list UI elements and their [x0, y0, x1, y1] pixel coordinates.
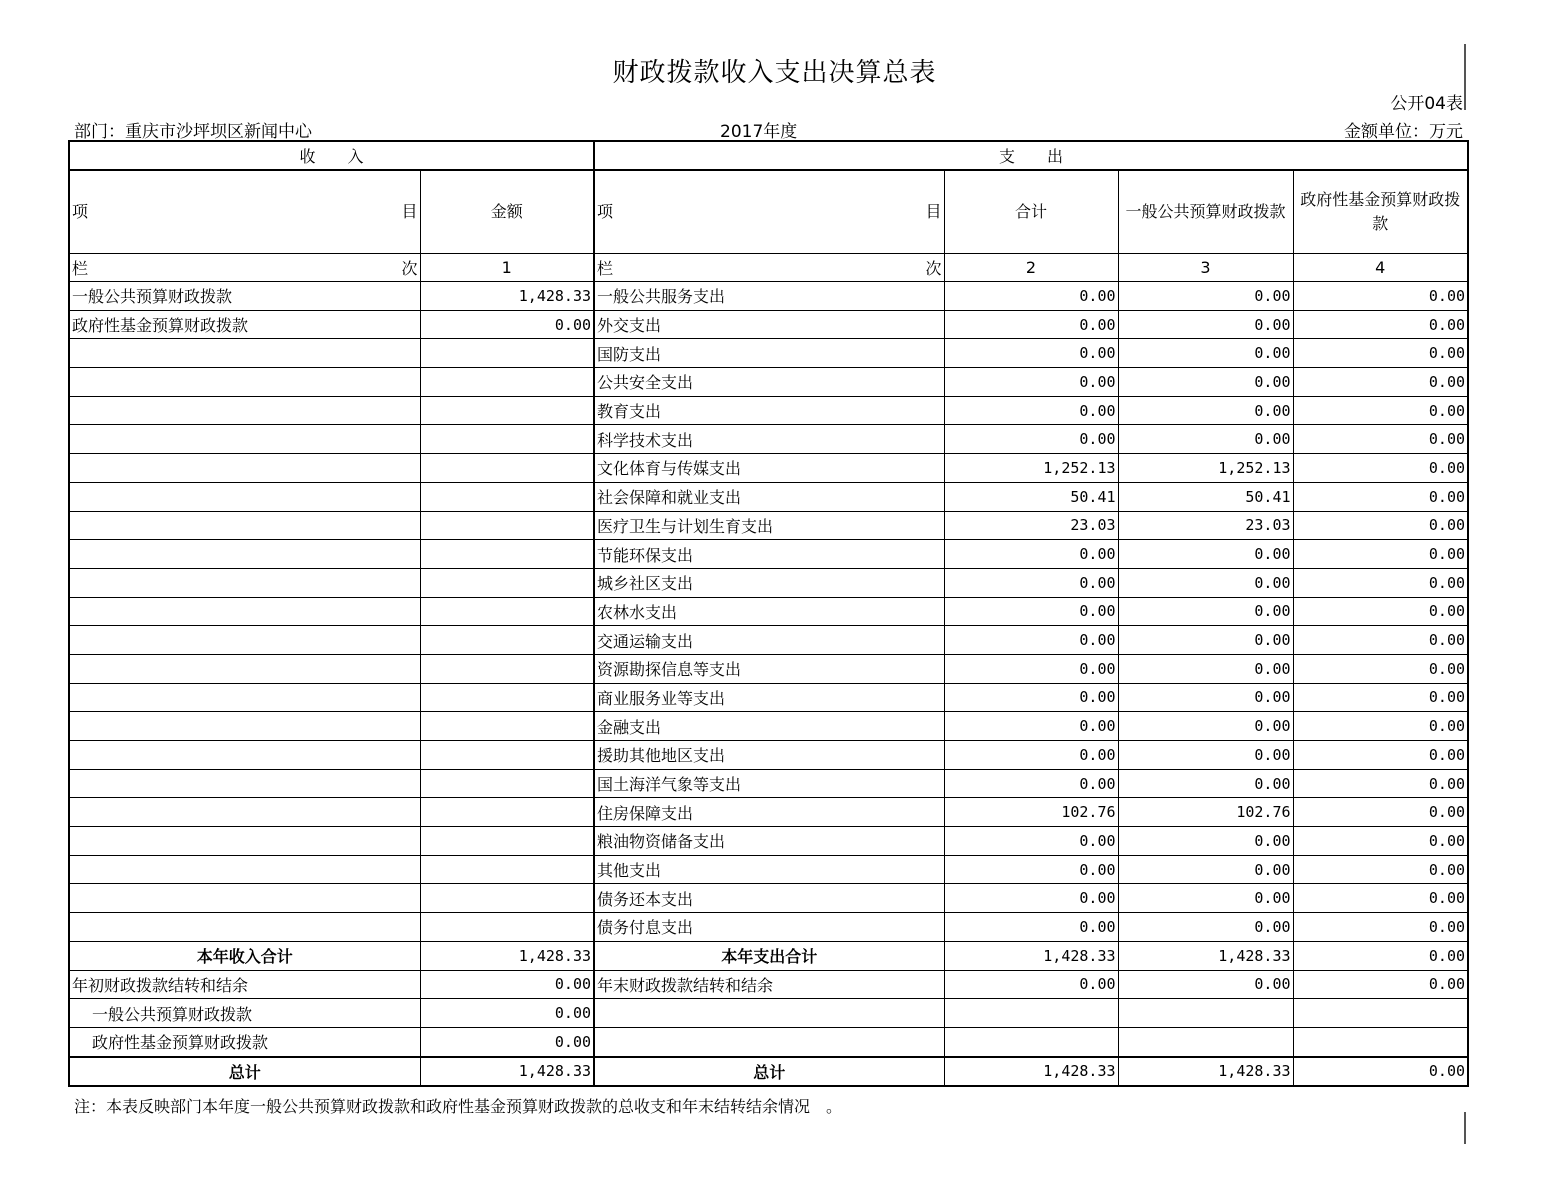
- table-row: [69, 654, 1468, 683]
- expense-item: 援助其他地区支出: [594, 741, 944, 770]
- gov-fund-value: 0.00: [1293, 769, 1468, 798]
- empty-cell: [1293, 1027, 1468, 1056]
- expense-item: 一般公共服务支出: [594, 282, 944, 311]
- item-header-left: 项: [597, 202, 614, 221]
- expense-item: 国土海洋气象等支出: [594, 769, 944, 798]
- general-budget-value: 23.03: [1118, 511, 1293, 540]
- expense-total-value: 1,252.13: [944, 454, 1118, 483]
- expense-item: 国防支出: [594, 339, 944, 368]
- empty-cell: [1118, 999, 1293, 1028]
- income-amount: [420, 884, 594, 913]
- expense-total-value: 0.00: [944, 368, 1118, 397]
- expense-total-value: 23.03: [944, 511, 1118, 540]
- income-item: [69, 540, 420, 569]
- general-budget-value: 0.00: [1118, 396, 1293, 425]
- expense-total-c4: 0.00: [1293, 941, 1468, 970]
- expense-total-value: 0.00: [944, 540, 1118, 569]
- expense-total-value: 0.00: [944, 827, 1118, 856]
- income-item: [69, 425, 420, 454]
- empty-cell: [1293, 999, 1468, 1028]
- income-amount: 1,428.33: [420, 282, 594, 311]
- gov-fund-value: 0.00: [1293, 454, 1468, 483]
- gov-fund-value: 0.00: [1293, 827, 1468, 856]
- carry-begin-label: 年初财政拨款结转和结余: [69, 970, 420, 999]
- expense-total-value: 0.00: [944, 913, 1118, 942]
- carry-sub2-value: 0.00: [420, 1027, 594, 1056]
- grand-total-c3: 1,428.33: [1118, 1057, 1293, 1087]
- expense-item: 交通运输支出: [594, 626, 944, 655]
- gov-fund-value: 0.00: [1293, 626, 1468, 655]
- fiscal-year: 2017年度: [720, 122, 798, 142]
- table-row: [69, 425, 1468, 454]
- empty-cell: [1118, 1027, 1293, 1056]
- table-row: [69, 683, 1468, 712]
- expense-total-value: 0.00: [944, 339, 1118, 368]
- grand-total-c2: 1,428.33: [944, 1057, 1118, 1087]
- col-number-2: 2: [944, 254, 1118, 282]
- gov-fund-value: 0.00: [1293, 568, 1468, 597]
- table-row: [69, 511, 1468, 540]
- income-total-value: 1,428.33: [420, 941, 594, 970]
- empty-cell: [594, 1027, 944, 1056]
- margin-line: [1464, 1112, 1466, 1144]
- income-item: [69, 597, 420, 626]
- income-amount: [420, 855, 594, 884]
- income-amount: [420, 597, 594, 626]
- income-item: [69, 339, 420, 368]
- table-row: [69, 741, 1468, 770]
- income-amount: [420, 769, 594, 798]
- general-budget-value: 0.00: [1118, 769, 1293, 798]
- general-budget-value: 0.00: [1118, 712, 1293, 741]
- income-item: [69, 683, 420, 712]
- budget-table: [68, 140, 1469, 1087]
- income-amount: [420, 396, 594, 425]
- gov-fund-value: 0.00: [1293, 482, 1468, 511]
- carry-begin-value: 0.00: [420, 970, 594, 999]
- col-label-expense: [594, 254, 944, 282]
- gov-fund-value: 0.00: [1293, 855, 1468, 884]
- income-item: [69, 798, 420, 827]
- income-item: [69, 454, 420, 483]
- expense-item: 城乡社区支出: [594, 568, 944, 597]
- table-row: [69, 310, 1468, 339]
- empty-cell: [944, 999, 1118, 1028]
- gov-fund-value: 0.00: [1293, 913, 1468, 942]
- income-item: [69, 482, 420, 511]
- table-row: [69, 597, 1468, 626]
- carry-sub2-label: 政府性基金预算财政拨款: [69, 1027, 420, 1056]
- expense-item: 粮油物资储备支出: [594, 827, 944, 856]
- table-row: [69, 339, 1468, 368]
- expense-item: 科学技术支出: [594, 425, 944, 454]
- gov-fund-value: 0.00: [1293, 310, 1468, 339]
- income-item: [69, 712, 420, 741]
- general-budget-value: 0.00: [1118, 368, 1293, 397]
- income-item: [69, 654, 420, 683]
- table-row: [69, 913, 1468, 942]
- table-row: [69, 712, 1468, 741]
- income-total-label: 本年收入合计: [69, 941, 420, 970]
- income-item: [69, 741, 420, 770]
- expense-total-value: 0.00: [944, 425, 1118, 454]
- general-budget-value: 0.00: [1118, 597, 1293, 626]
- table-row: [69, 482, 1468, 511]
- general-budget-value: 102.76: [1118, 798, 1293, 827]
- income-item: [69, 884, 420, 913]
- expense-total-label: 本年支出合计: [594, 941, 944, 970]
- income-amount: [420, 568, 594, 597]
- expense-total-value: 0.00: [944, 597, 1118, 626]
- income-amount: [420, 454, 594, 483]
- expense-item: 教育支出: [594, 396, 944, 425]
- carry-sub1-value: 0.00: [420, 999, 594, 1028]
- expense-total-value: 0.00: [944, 769, 1118, 798]
- income-amount: [420, 741, 594, 770]
- gov-fund-value: 0.00: [1293, 798, 1468, 827]
- expense-item: 其他支出: [594, 855, 944, 884]
- general-budget-value: 50.41: [1118, 482, 1293, 511]
- department-label: 部门：重庆市沙坪坝区新闻中心: [74, 122, 312, 142]
- gov-fund-value: 0.00: [1293, 654, 1468, 683]
- general-budget-value: 0.00: [1118, 855, 1293, 884]
- income-amount: 0.00: [420, 310, 594, 339]
- margin-line: [1464, 44, 1466, 110]
- grand-total-c4: 0.00: [1293, 1057, 1468, 1087]
- table-row: [69, 798, 1468, 827]
- grand-total-income-label: 总计: [69, 1057, 420, 1087]
- expense-item: 医疗卫生与计划生育支出: [594, 511, 944, 540]
- expense-total-value: 0.00: [944, 654, 1118, 683]
- col-number-1: 1: [420, 254, 594, 282]
- general-budget-value: 0.00: [1118, 741, 1293, 770]
- gov-fund-value: 0.00: [1293, 712, 1468, 741]
- expense-header: 支 出: [594, 141, 1468, 170]
- gov-fund-value: 0.00: [1293, 741, 1468, 770]
- expense-item: 商业服务业等支出: [594, 683, 944, 712]
- expense-item: 债务付息支出: [594, 913, 944, 942]
- expense-total-value: 0.00: [944, 282, 1118, 311]
- income-amount: [420, 368, 594, 397]
- col-number-3: 3: [1118, 254, 1293, 282]
- gov-fund-value: 0.00: [1293, 540, 1468, 569]
- expense-total-value: 0.00: [944, 626, 1118, 655]
- table-row: [69, 540, 1468, 569]
- item-header-right: 目: [925, 202, 942, 221]
- expense-total-header: 合计: [944, 170, 1118, 254]
- table-row: [69, 568, 1468, 597]
- income-amount: [420, 339, 594, 368]
- carry-sub1-label: 一般公共预算财政拨款: [69, 999, 420, 1028]
- expense-total-value: 102.76: [944, 798, 1118, 827]
- item-header-right: 目: [401, 202, 418, 221]
- general-budget-value: 0.00: [1118, 913, 1293, 942]
- income-item: [69, 769, 420, 798]
- empty-cell: [944, 1027, 1118, 1056]
- expense-item: 外交支出: [594, 310, 944, 339]
- table-row: [69, 827, 1468, 856]
- table-row: [69, 454, 1468, 483]
- income-amount: [420, 683, 594, 712]
- income-item: 一般公共预算财政拨款: [69, 282, 420, 311]
- gov-fund-value: 0.00: [1293, 282, 1468, 311]
- grand-total-expense-label: 总计: [594, 1057, 944, 1087]
- income-header: 收 入: [69, 141, 594, 170]
- table-row: [69, 368, 1468, 397]
- col-label-right: 次: [925, 259, 942, 278]
- item-header-left: 项: [72, 202, 89, 221]
- expense-total-value: 0.00: [944, 712, 1118, 741]
- general-budget-value: 0.00: [1118, 310, 1293, 339]
- grand-total-income-value: 1,428.33: [420, 1057, 594, 1087]
- expense-total-value: 0.00: [944, 396, 1118, 425]
- footnote: 注：本表反映部门本年度一般公共预算财政拨款和政府性基金预算财政拨款的总收支和年末结转结余情况 。: [74, 1097, 843, 1116]
- table-row: [69, 282, 1468, 311]
- income-item: [69, 511, 420, 540]
- general-budget-value: 0.00: [1118, 683, 1293, 712]
- income-amount: [420, 425, 594, 454]
- gov-fund-value: 0.00: [1293, 368, 1468, 397]
- expense-total-value: 0.00: [944, 568, 1118, 597]
- carry-end-label: 年末财政拨款结转和结余: [594, 970, 944, 999]
- gov-fund-value: 0.00: [1293, 683, 1468, 712]
- income-amount: [420, 827, 594, 856]
- expense-item: 节能环保支出: [594, 540, 944, 569]
- general-budget-value: 0.00: [1118, 654, 1293, 683]
- general-budget-value: 0.00: [1118, 425, 1293, 454]
- expense-total-value: 0.00: [944, 884, 1118, 913]
- gov-fund-value: 0.00: [1293, 425, 1468, 454]
- general-budget-value: 0.00: [1118, 827, 1293, 856]
- table-row: [69, 626, 1468, 655]
- general-budget-value: 0.00: [1118, 884, 1293, 913]
- income-amount: [420, 540, 594, 569]
- amount-unit: 金额单位：万元: [1344, 122, 1463, 142]
- expense-total-c2: 1,428.33: [944, 941, 1118, 970]
- income-amount-header: 金额: [420, 170, 594, 254]
- empty-cell: [594, 999, 944, 1028]
- expense-total-value: 50.41: [944, 482, 1118, 511]
- general-budget-value: 0.00: [1118, 282, 1293, 311]
- expense-total-c3: 1,428.33: [1118, 941, 1293, 970]
- gov-fund-value: 0.00: [1293, 511, 1468, 540]
- income-item: [69, 568, 420, 597]
- col-label-left: 栏: [597, 259, 614, 278]
- general-budget-value: 0.00: [1118, 568, 1293, 597]
- expense-item: 农林水支出: [594, 597, 944, 626]
- col-label-left: 栏: [72, 259, 89, 278]
- gov-fund-value: 0.00: [1293, 396, 1468, 425]
- income-amount: [420, 482, 594, 511]
- gov-fund-value: 0.00: [1293, 884, 1468, 913]
- col-label-right: 次: [401, 259, 418, 278]
- income-item: [69, 368, 420, 397]
- expense-item: 资源勘探信息等支出: [594, 654, 944, 683]
- form-number: 公开04表: [1390, 94, 1463, 114]
- gov-fund-value: 0.00: [1293, 339, 1468, 368]
- income-item-header: [69, 170, 420, 254]
- col-label-income: [69, 254, 420, 282]
- page-title: 财政拨款收入支出决算总表: [612, 58, 937, 88]
- general-budget-header: 一般公共预算财政拨款: [1118, 170, 1293, 254]
- expense-item-header: [594, 170, 944, 254]
- expense-item: 公共安全支出: [594, 368, 944, 397]
- carry-end-c4: 0.00: [1293, 970, 1468, 999]
- general-budget-value: 0.00: [1118, 540, 1293, 569]
- general-budget-value: 0.00: [1118, 626, 1293, 655]
- income-item: 政府性基金预算财政拨款: [69, 310, 420, 339]
- expense-item: 债务还本支出: [594, 884, 944, 913]
- table-row: [69, 884, 1468, 913]
- gov-fund-header: 政府性基金预算财政拨款: [1293, 170, 1468, 254]
- expense-total-value: 0.00: [944, 855, 1118, 884]
- carry-end-c2: 0.00: [944, 970, 1118, 999]
- table-row: [69, 769, 1468, 798]
- expense-item: 社会保障和就业支出: [594, 482, 944, 511]
- table-row: [69, 396, 1468, 425]
- income-amount: [420, 654, 594, 683]
- expense-total-value: 0.00: [944, 310, 1118, 339]
- col-number-4: 4: [1293, 254, 1468, 282]
- carry-end-c3: 0.00: [1118, 970, 1293, 999]
- income-item: [69, 855, 420, 884]
- table-row: [69, 855, 1468, 884]
- income-item: [69, 913, 420, 942]
- expense-item: 文化体育与传媒支出: [594, 454, 944, 483]
- income-amount: [420, 798, 594, 827]
- income-item: [69, 827, 420, 856]
- income-amount: [420, 913, 594, 942]
- general-budget-value: 1,252.13: [1118, 454, 1293, 483]
- expense-item: 住房保障支出: [594, 798, 944, 827]
- income-item: [69, 626, 420, 655]
- expense-total-value: 0.00: [944, 741, 1118, 770]
- general-budget-value: 0.00: [1118, 339, 1293, 368]
- income-amount: [420, 626, 594, 655]
- income-item: [69, 396, 420, 425]
- income-amount: [420, 712, 594, 741]
- expense-total-value: 0.00: [944, 683, 1118, 712]
- income-amount: [420, 511, 594, 540]
- expense-item: 金融支出: [594, 712, 944, 741]
- gov-fund-value: 0.00: [1293, 597, 1468, 626]
